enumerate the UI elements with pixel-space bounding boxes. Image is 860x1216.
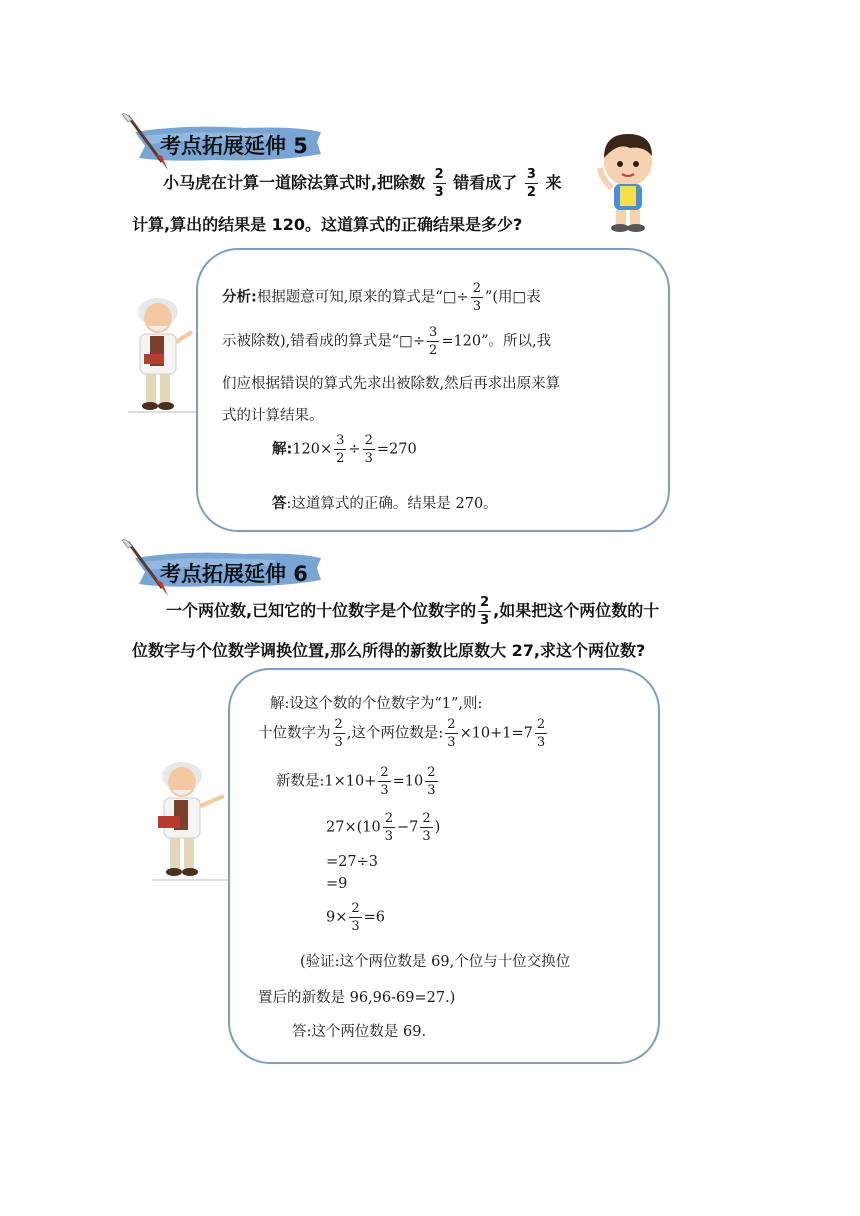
fraction: $\frac{2}{3}$ xyxy=(472,281,481,314)
section-6-title: 考点拓展延伸 6 xyxy=(160,562,308,586)
question-5-line-1: 小马虎在计算一道除法算式时,把除数 $\frac{2}{3}$ 错看成了 $\frac{3}{2}$ 来 xyxy=(163,167,562,200)
fraction: $\frac{2}{3}$ xyxy=(384,811,393,844)
question-5-line-2: 计算,算出的结果是 120。这道算式的正确结果是多少? xyxy=(132,215,523,234)
solution-6-line-4: 27×(10 $\frac{2}{3}$ −7 $\frac{2}{3}$ ) xyxy=(326,811,441,844)
fraction: $\frac{2}{3}$ xyxy=(364,433,373,466)
fraction: $\frac{2}{3}$ xyxy=(447,717,456,750)
answer-6: 答:这个两位数是 69. xyxy=(292,1024,427,1040)
analysis-line-1: 分析:根据题意可知,原来的算式是“□÷ $\frac{2}{3}$ ”(用□表 xyxy=(222,281,541,314)
fraction: $\frac{2}{3}$ xyxy=(427,765,436,798)
section-5-title: 考点拓展延伸 5 xyxy=(160,134,308,158)
fraction: $\frac{3}{2}$ xyxy=(526,167,536,200)
solution-6-line-6: =9 xyxy=(326,876,348,892)
section-6 xyxy=(0,530,860,1090)
question-6-line-1: 一个两位数,已知它的十位数字是个位数字的 $\frac{2}{3}$ ,如果把这个两位数的十 xyxy=(166,595,660,628)
question-6-line-2: 位数字与个位数学调换位置,那么所得的新数比原数大 27,求这个两位数? xyxy=(132,641,646,660)
fraction: $\frac{3}{2}$ xyxy=(429,325,438,358)
solution-6-line-5: =27÷3 xyxy=(326,854,378,870)
fraction: $\frac{2}{3}$ xyxy=(480,595,490,628)
professor-cartoon xyxy=(128,292,200,414)
analysis-line-2: 示被除数),错看成的算式是“□÷ $\frac{3}{2}$ =120”。所以,我 xyxy=(222,325,552,358)
solution-6-line-9: 置后的新数是 96,96-69=27.) xyxy=(258,990,456,1006)
analysis-line-4: 式的计算结果。 xyxy=(222,408,324,424)
fraction: $\frac{2}{3}$ xyxy=(536,717,546,750)
answer-5: 答:这道算式的正确。结果是 270。 xyxy=(272,496,498,512)
solution-5: 解:120× $\frac{3}{2}$ ÷ $\frac{2}{3}$ =270 xyxy=(272,433,417,466)
fraction: $\frac{2}{3}$ xyxy=(422,811,431,844)
fraction: $\frac{2}{3}$ xyxy=(334,717,343,750)
solution-6-line-2: 十位数字为 $\frac{2}{3}$ ,这个两位数是: $\frac{2}{3}$ ×10+1=7 $\frac{2}{3}$ xyxy=(258,717,546,750)
fraction: $\frac{2}{3}$ xyxy=(434,167,444,200)
professor-cartoon xyxy=(152,756,232,884)
solution-6-line-3: 新数是:1×10+ $\frac{2}{3}$ =10 $\frac{2}{3}$ xyxy=(276,765,436,798)
section-5 xyxy=(0,0,860,540)
solution-6-line-7: 9× $\frac{2}{3}$ =6 xyxy=(326,901,386,934)
fraction: $\frac{2}{3}$ xyxy=(380,765,389,798)
analysis-line-3: 们应根据错误的算式先求出被除数,然后再求出原来算 xyxy=(222,376,561,392)
fraction: $\frac{3}{2}$ xyxy=(336,433,345,466)
solution-6-line-1: 解:设这个数的个位数字为“1”,则: xyxy=(270,696,483,712)
fraction: $\frac{2}{3}$ xyxy=(351,901,360,934)
solution-6-line-8: (验证:这个两位数是 69,个位与十位交换位 xyxy=(300,954,571,970)
boy-cartoon xyxy=(590,128,662,234)
